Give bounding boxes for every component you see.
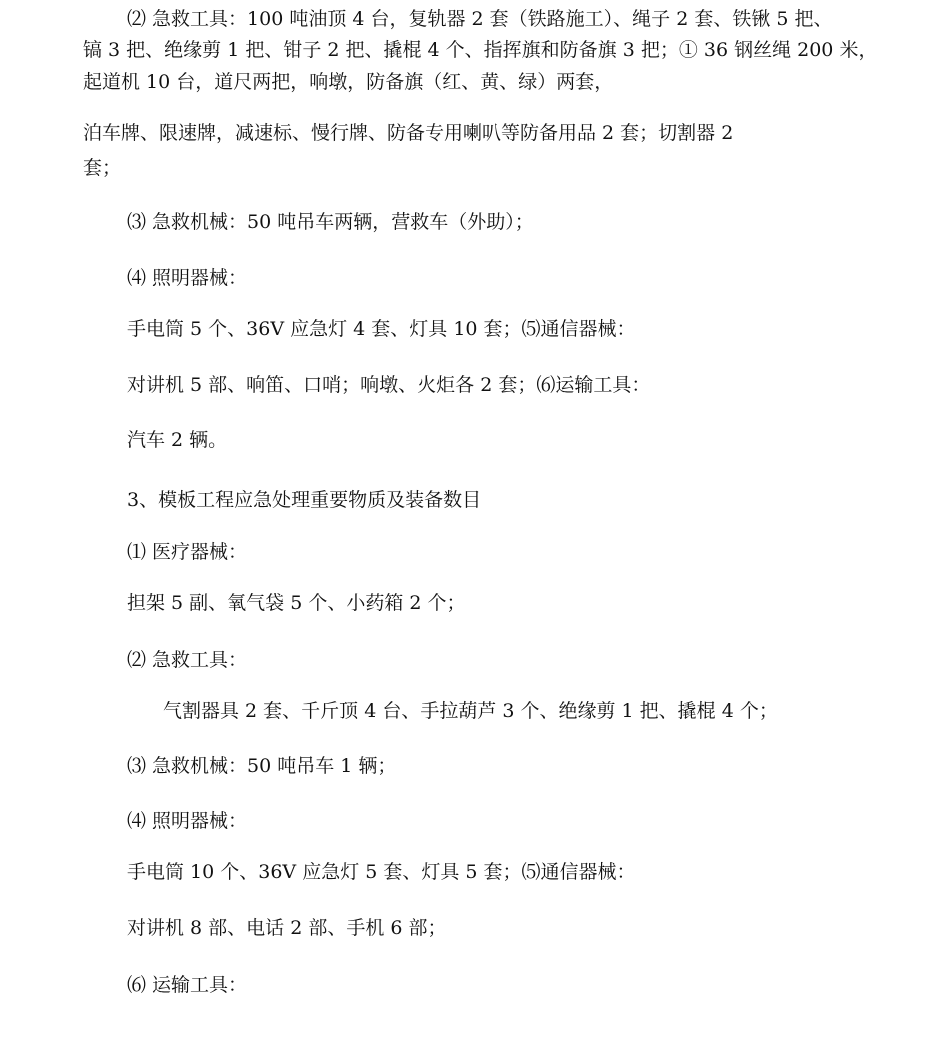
paragraph-line: ⑷ 照明器械： xyxy=(127,810,248,832)
paragraph-line: ⑵ 急救工具： xyxy=(127,649,248,671)
paragraph-line: 起道机 10 台，道尺两把，响墩，防备旗（红、黄、绿）两套， xyxy=(83,71,614,93)
paragraph-line: ⑷ 照明器械： xyxy=(127,267,248,289)
paragraph-line: 气割器具 2 套、千斤顶 4 台、手拉葫芦 3 个、绝缘剪 1 把、撬棍 4 个； xyxy=(163,700,778,722)
paragraph-line: 手电筒 10 个、36V 应急灯 5 套、灯具 5 套；⑸通信器械： xyxy=(127,861,636,883)
paragraph-line: 镐 3 把、绝缘剪 1 把、钳子 2 把、撬棍 4 个、指挥旗和防备旗 3 把；① 36 钢丝绳 200 米， xyxy=(83,39,878,61)
paragraph-line: ⑶ 急救机械：50 吨吊车两辆，营救车（外助）； xyxy=(127,211,534,233)
paragraph-line: ⑹ 运输工具： xyxy=(127,974,248,996)
paragraph-line: 泊车牌、限速牌，减速标、慢行牌、防备专用喇叭等防备用品 2 套；切割器 2 xyxy=(83,122,734,144)
paragraph-line: 手电筒 5 个、36V 应急灯 4 套、灯具 10 套；⑸通信器械： xyxy=(127,318,636,340)
paragraph-line: 汽车 2 辆。 xyxy=(127,429,228,451)
paragraph-line: ⑴ 医疗器械： xyxy=(127,541,248,563)
paragraph-line: 对讲机 5 部、响笛、口哨；响墩、火炬各 2 套；⑹运输工具： xyxy=(127,374,651,396)
paragraph-line: 对讲机 8 部、电话 2 部、手机 6 部； xyxy=(127,917,447,939)
paragraph-line: 担架 5 副、氧气袋 5 个、小药箱 2 个； xyxy=(127,592,466,614)
paragraph-line: ⑶ 急救机械：50 吨吊车 1 辆； xyxy=(127,755,397,777)
paragraph-line: ⑵ 急救工具：100 吨油顶 4 台，复轨器 2 套（铁路施工）、绳子 2 套、铁锹 5 把、 xyxy=(127,8,833,30)
paragraph-line: 套； xyxy=(83,157,122,179)
section-heading: 3、模板工程应急处理重要物质及装备数目 xyxy=(127,489,482,511)
